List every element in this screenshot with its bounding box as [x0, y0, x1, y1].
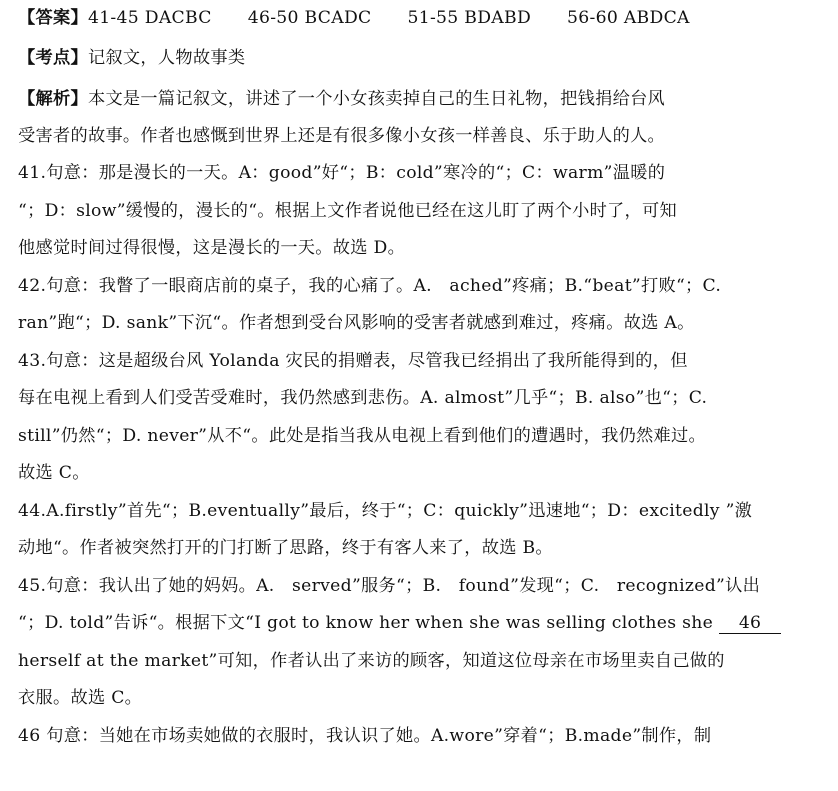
answer-group-46-50: 46-50 BCADC [247, 8, 372, 28]
jiexi-tag: 【解析】 [18, 89, 88, 109]
text-line: 他感觉时间过得很慢，这是漫长的一天。故选 D。 [18, 238, 406, 258]
answer-group-56-60: 56-60 ABDCA [567, 8, 690, 28]
kaodian-line [18, 43, 245, 73]
text-line: 42.句意：我瞥了一眼商店前的桌子，我的心痛了。A. ached”疼痛；B.“beat”打败“；C. [18, 276, 722, 296]
answer-group-41-45: 41-45 DACBC [87, 8, 212, 28]
text-line: “；D：slow”缓慢的，漫长的“。根据上文作者说他已经在这儿盯了两个小时了，可知 [18, 201, 678, 221]
blank-46: 46 [719, 613, 781, 634]
text-line: 45.句意：我认出了她的妈妈。A. served”服务“；B. found”发现“；C. recognized”认出 [18, 576, 761, 596]
text-line: 41.句意：那是漫长的一天。A：good”好“；B：cold”寒冷的“；C：warm”温暖的 [18, 163, 666, 183]
text-line-with-blank [18, 608, 787, 638]
text-line: 动地“。作者被突然打开的门打断了思路，终于有客人来了，故选 B。 [18, 538, 553, 558]
text-line: 每在电视上看到人们受苦受难时，我仍然感到悲伤。A. almost”几乎“；B. also”也“；C. [18, 388, 708, 408]
text-line: 故选 C。 [18, 463, 90, 483]
jiexi-text: 本文是一篇记叙文，讲述了一个小女孩卖掉自己的生日礼物，把钱捐给台风 [87, 89, 666, 109]
text-line: 受害者的故事。作者也感慨到世界上还是有很多像小女孩一样善良、乐于助人的人。 [18, 126, 666, 146]
answer-key-line [18, 3, 690, 33]
text-line: 衣服。故选 C。 [18, 688, 143, 708]
answer-group-51-55: 51-55 BDABD [407, 8, 532, 28]
answer-tag: 【答案】 [18, 8, 88, 28]
text-line: still”仍然“；D. never”从不“。此处是指当我从电视上看到他们的遭遇时，我仍然难过。 [18, 426, 707, 446]
quote-text: “；D. told”告诉“。根据下文“I got to know her when she was selling clothes she [18, 613, 714, 633]
kaodian-text: 记叙文，人物故事类 [87, 48, 246, 68]
text-line: 43.句意：这是超级台风 Yolanda 灾民的捐赠表，尽管我已经捐出了我所能得到的，但 [18, 351, 688, 371]
text-line: herself at the market”可知，作者认出了来访的顾客，知道这位母亲在市场里卖自己做的 [18, 651, 725, 671]
text-line: 44.A.firstly”首先“；B.eventually”最后，终于“；C：quickly”迅速地“；D：excitedly ”激 [18, 501, 753, 521]
text-line: 46 句意：当她在市场卖她做的衣服时，我认识了她。A.wore”穿着“；B.made”制作，制 [18, 726, 712, 746]
jiexi-line [18, 84, 665, 114]
text-line: ran”跑“；D. sank”下沉“。作者想到受台风影响的受害者就感到难过，疼痛。故选 A。 [18, 313, 695, 333]
kaodian-tag: 【考点】 [18, 48, 88, 68]
